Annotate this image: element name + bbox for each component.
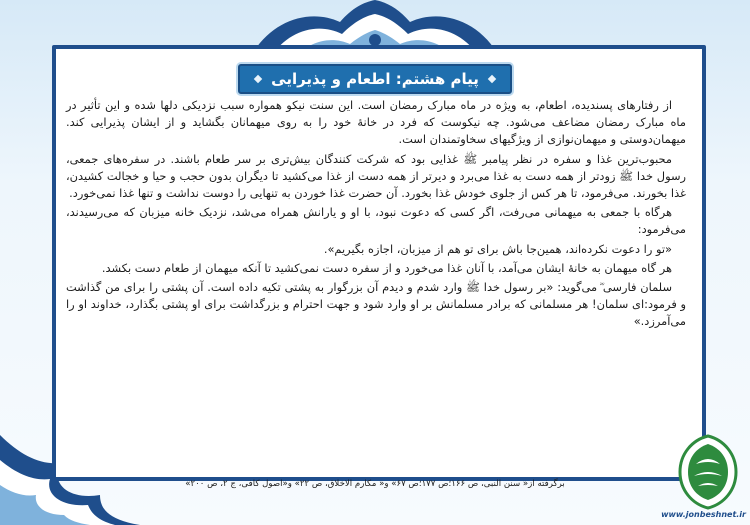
paragraph: از رفتارهای پسندیده، اطعام، به ویژه در ماه مبارک رمضان است. این سنت نیکو همواره سبب نزدیکی دلها شده و این تأثیر در ماه مبارک رمضان مضاعف می‌شود. چه نیکوست که فرد در خانهٔ خود را به روی میهمانان بگشاید و از ایشان پذیرایی کند. میهمان‌دوستی و میهمان‌نوازی از ویژگیهای سخاوتمندان است. xyxy=(66,98,686,147)
website-link[interactable]: www.jonbeshnet.ir xyxy=(661,510,746,519)
title-banner xyxy=(238,64,512,94)
diamond-icon xyxy=(488,75,496,83)
paragraph: هر گاه میهمان به خانهٔ ایشان می‌آمد، با آنان غذا می‌خورد و از سفره دست نمی‌کشید تا آنکه میهمان از طعام دست بکشد. xyxy=(101,260,672,275)
paragraph: محبوب‌ترین غذا و سفره در نظر پیامبر ﷺ غذایی بود که شرکت کنندگان بیش‌تری بر سر طعام باشند. در سفره‌های جمعی، رسول خدا ﷺ زودتر از همه دست به غذا می‌برد و دیرتر از همه دست از غذا می‌کشید تا دیگران بدون حجب و حیا و خجالت کشیدن، غذا بخورند. می‌فرمود، تا هر کس از جلوی خودش غذا بخورد. آن حضرت غذا خوردن به تنهایی را دوست نداشت و تنها غذا نمی‌خورد. xyxy=(66,151,686,201)
source-citation: برگرفته از« سنن النبی، ص ۱۶۶؛ص ۱۷۷؛ص ۶۷» و« مکارم الاخلاق، ص ۲۲» و«اصول کافی، ج ۲، ص ۲۰۰» xyxy=(185,479,565,489)
paragraph: «تو را دعوت نکرده‌اند، همین‌جا باش برای تو هم از میزبان، اجازه بگیریم». xyxy=(323,241,672,256)
diamond-icon xyxy=(254,75,262,83)
page-title: پیام هشتم: اطعام و پذیرایی xyxy=(271,70,479,88)
article-body xyxy=(66,97,686,333)
paragraph: هرگاه با جمعی به میهمانی می‌رفت، اگر کسی که دعوت نبود، با او و یارانش همراه می‌شد، نزدیک خانه میزبان که می‌رسیدند، می‌فرمود: xyxy=(66,205,686,237)
site-logo-icon xyxy=(672,434,744,510)
paragraph: سلمان فارسی ؓ می‌گوید: «بر رسول خدا ﷺ وارد شدم و دیدم آن بزرگوار به پشتی تکیه داده است. آن پشتی را برای من گذاشت و فرمود:ای سلمان! هر مسلمانی که برادر مسلمانش بر او وارد شود و جهت احترام و بزرگداشت برای او پشتی بگذارد، خداوند او را می‌آمرزد.» xyxy=(66,280,686,329)
